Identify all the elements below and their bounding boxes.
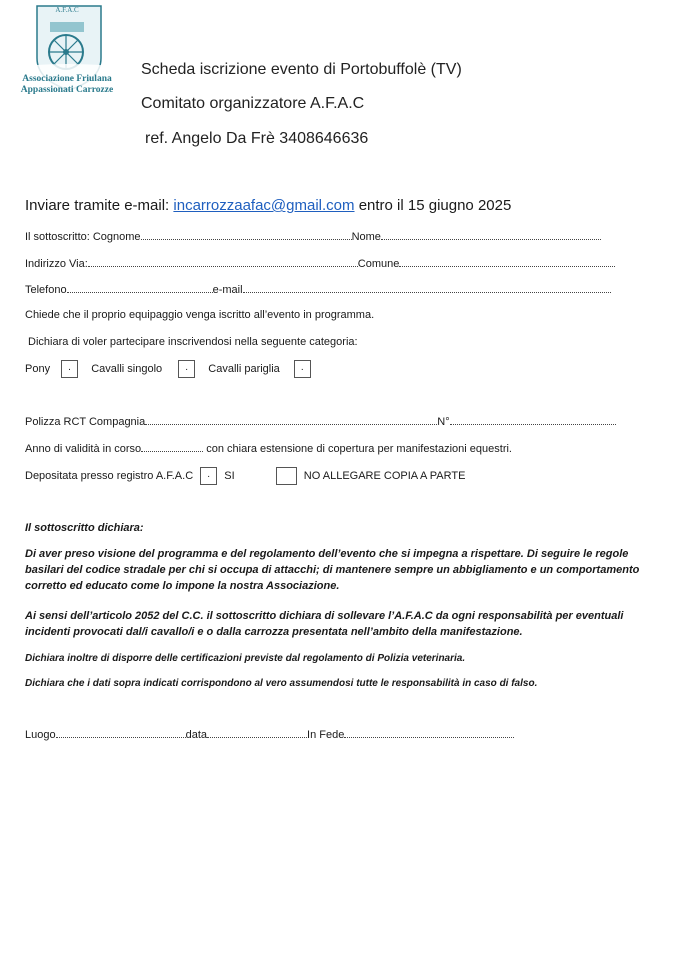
send-instruction [25, 197, 511, 214]
declaration-paragraph-2: Ai sensi dell’articolo 2052 del C.C. il sottoscritto dichiara di sollevare l’A.F.A.C da ogni responsabilità per eventuali incidenti provocati dal/i cavallo/i e o dalla carrozza presentata nell’ambito della manifestazione. [25, 610, 624, 638]
row-validity [25, 442, 512, 455]
email-link[interactable]: incarrozzaafac@gmail.com [173, 197, 355, 214]
telefono-field[interactable] [67, 283, 213, 293]
data-field[interactable] [207, 728, 307, 738]
category-singolo-label: Cavalli singolo [91, 362, 163, 375]
si-label: SI [224, 469, 235, 482]
pony-checkbox[interactable] [61, 360, 78, 378]
nome-field[interactable] [381, 230, 601, 240]
indirizzo-field[interactable] [88, 257, 358, 267]
reference-line: ref. Angelo Da Frè 3408646636 [145, 130, 369, 147]
declaration-heading: Il sottoscritto dichiara: [25, 522, 144, 534]
polizza-field[interactable] [145, 415, 437, 425]
pariglia-checkbox[interactable] [294, 360, 311, 378]
comune-label: Comune [357, 258, 400, 270]
luogo-label: Luogo [25, 729, 56, 741]
anno-label: Anno di validità in corso [25, 443, 142, 455]
nome-label: Nome [351, 231, 381, 243]
si-checkbox[interactable] [200, 467, 217, 485]
telefono-label: Telefono [25, 284, 67, 296]
logo-acronym: A.F.A.C [55, 6, 79, 14]
cognome-label: Il sottoscritto: Cognome [25, 231, 141, 243]
committee-line: Comitato organizzatore A.F.A.C [141, 95, 365, 112]
declaration-paragraph-1: Di aver preso visione del programma e del regolamento dell’evento che si impegna a rispettare. Di seguire le regole basilari del codice stradale per chi si occupa di attacchi; di mantenere sempre un abbigliamento e un comportamento corretto ed educato come lo impone la nostra Associazione. [25, 548, 640, 592]
email-field[interactable] [243, 283, 611, 293]
no-checkbox[interactable] [276, 467, 297, 485]
category-pariglia-label: Cavalli pariglia [208, 362, 280, 375]
afac-logo [4, 2, 130, 100]
row-signature [25, 728, 514, 741]
category-pony-label: Pony [25, 362, 51, 375]
row-deposit [25, 467, 465, 485]
comune-field[interactable] [399, 257, 615, 267]
anno-field[interactable] [141, 442, 203, 452]
email-label: e-mail [212, 284, 243, 296]
logo-name-line2: Appassionati Carrozze [20, 85, 114, 95]
declaration-paragraph-3: Dichiara inoltre di disporre delle certificazioni previste dal regolamento di Polizia veterinaria. [25, 653, 466, 664]
declaration-paragraph-4: Dichiara che i dati sopra indicati corrispondono al vero assumendosi tutte le responsabilità in caso di falso. [25, 678, 538, 689]
data-label: data [185, 729, 208, 741]
cognome-field[interactable] [141, 230, 352, 240]
document-title: Scheda iscrizione evento di Portobuffolè (TV) [141, 61, 462, 78]
chiede-text: Chiede che il proprio equipaggio venga iscritto all’evento in programma. [25, 309, 375, 321]
logo-name-line1: Associazione Friulana [22, 74, 112, 84]
numero-label: N° [437, 416, 450, 428]
row-name [25, 230, 601, 243]
category-options [25, 360, 315, 378]
row-policy [25, 415, 616, 428]
indirizzo-label: Indirizzo Via: [25, 258, 88, 270]
numero-field[interactable] [450, 415, 616, 425]
category-instruction: Dichiara di voler partecipare inscrivendosi nella seguente categoria: [28, 336, 358, 348]
row-address [25, 257, 615, 270]
fede-label: In Fede [307, 729, 345, 741]
no-label: NO ALLEGARE COPIA A PARTE [303, 469, 466, 482]
send-prefix: Inviare tramite e-mail: [25, 197, 170, 214]
anno-suffix: con chiara estensione di copertura per manifestazioni equestri. [206, 443, 512, 455]
polizza-label: Polizza RCT Compagnia [25, 416, 146, 428]
depositata-label: Depositata presso registro A.F.A.C [25, 469, 194, 482]
row-contact [25, 283, 611, 296]
fede-field[interactable] [344, 728, 514, 738]
send-deadline: entro il 15 giugno 2025 [358, 197, 512, 214]
luogo-field[interactable] [56, 728, 186, 738]
logo-name [4, 74, 130, 96]
singolo-checkbox[interactable] [178, 360, 195, 378]
